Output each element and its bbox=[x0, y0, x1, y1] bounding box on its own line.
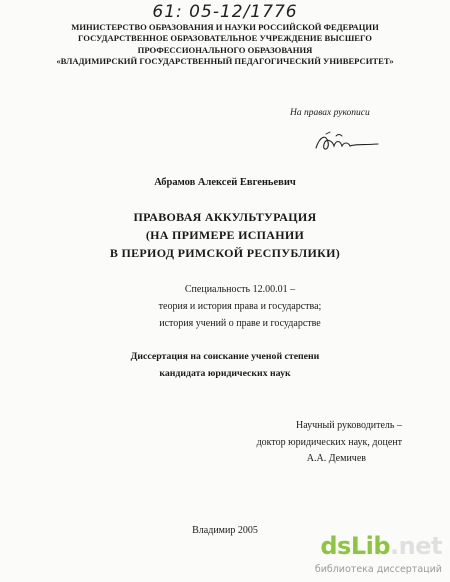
advisor-line-2: доктор юридических наук, доцент bbox=[256, 437, 402, 448]
advisor-line-1: Научный руководитель – bbox=[296, 420, 402, 431]
specialty-line-3: история учений о праве и государстве bbox=[159, 318, 321, 329]
handwritten-signature bbox=[312, 130, 382, 156]
specialty-line-1: Специальность 12.00.01 – bbox=[184, 284, 296, 295]
author-name: Абрамов Алексей Евгеньевич bbox=[154, 177, 296, 188]
title-line-2: (НА ПРИМЕРЕ ИСПАНИИ bbox=[145, 228, 305, 242]
specialty-line-2: теория и история права и государства; bbox=[158, 301, 322, 312]
dissertation-line-1: Диссертация на соискание ученой степени bbox=[130, 351, 320, 362]
ministry-line-3: ПРОФЕССИОНАЛЬНОГО ОБРАЗОВАНИЯ bbox=[137, 45, 313, 55]
dslib-watermark[interactable] bbox=[296, 530, 450, 582]
city-year: Владимир 2005 bbox=[192, 525, 258, 536]
handwritten-archive-number: 61: 05-12/1776 bbox=[152, 2, 298, 22]
title-line-1: ПРАВОВАЯ АККУЛЬТУРАЦИЯ bbox=[133, 210, 317, 224]
manuscript-note: На правах рукописи bbox=[290, 108, 370, 118]
ministry-line-4: «ВЛАДИМИРСКИЙ ГОСУДАРСТВЕННЫЙ ПЕДАГОГИЧЕСКИЙ УНИВЕРСИТЕТ» bbox=[56, 56, 394, 66]
ministry-line-1: МИНИСТЕРСТВО ОБРАЗОВАНИЯ И НАУКИ РОССИЙСКОЙ ФЕДЕРАЦИИ bbox=[71, 22, 379, 32]
dslib-subtitle: библиотека диссертаций bbox=[314, 564, 442, 575]
dslib-logo bbox=[320, 532, 442, 560]
dissertation-line-2: кандидата юридических наук bbox=[159, 368, 291, 379]
ministry-line-2: ГОСУДАРСТВЕННОЕ ОБРАЗОВАТЕЛЬНОЕ УЧРЕЖДЕНИЕ ВЫСШЕГО bbox=[78, 33, 372, 43]
dslib-logo-prefix: dsLib bbox=[320, 532, 391, 560]
title-line-3: В ПЕРИОД РИМСКОЙ РЕСПУБЛИКИ) bbox=[109, 246, 341, 260]
dslib-logo-suffix: .net bbox=[390, 532, 442, 560]
advisor-line-3: А.А. Демичев bbox=[306, 453, 366, 464]
